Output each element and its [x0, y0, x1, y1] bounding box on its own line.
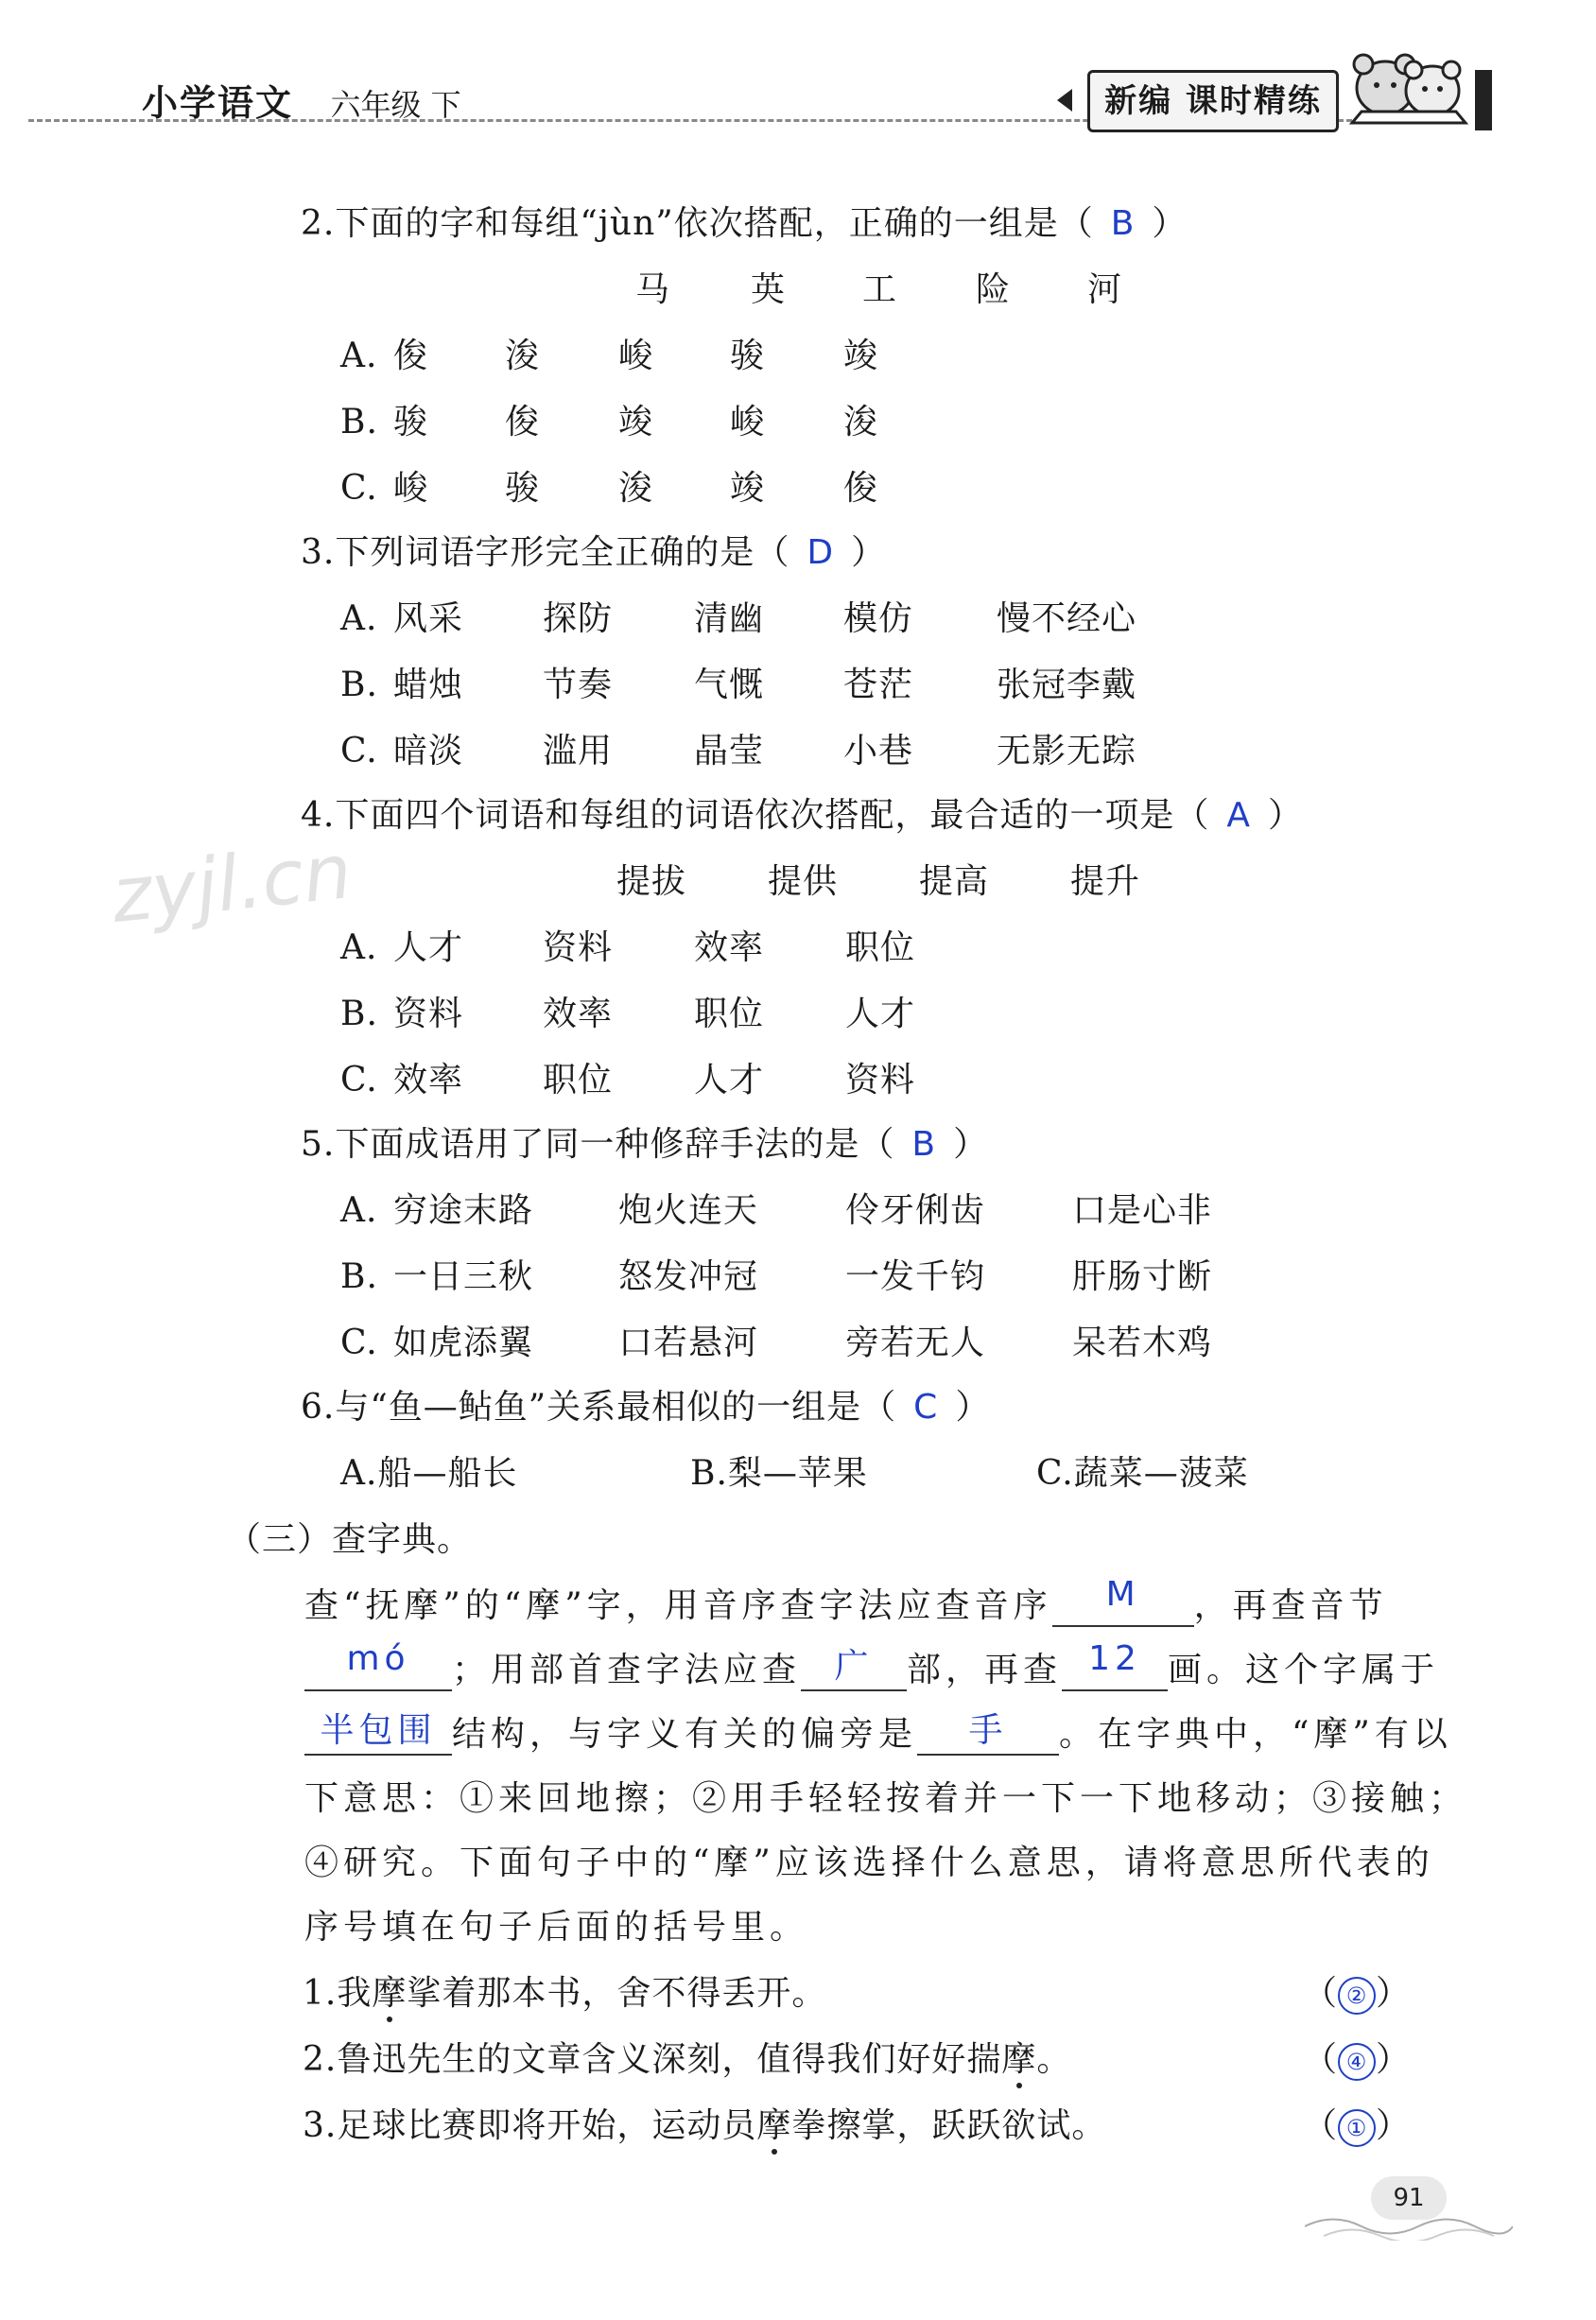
q5-option-a: A. 穷途末路 炮火连天 伶牙俐齿 口是心非	[340, 1191, 1213, 1230]
section3-line3: 半包围 结构，与字义有关的偏旁是 手 。在字典中，“摩”有以	[304, 1707, 1452, 1756]
q3-option-c: C. 暗淡 滥用 晶莹 小巷 无影无踪	[340, 732, 1137, 770]
q4-option-c: C. 效率 职位 人才 资料	[340, 1061, 916, 1099]
section3-line6: 序号填在句子后面的括号里。	[304, 1908, 809, 1947]
watermark: zyjl.cn	[107, 826, 356, 941]
section3-line4: 下意思：①来回地擦；②用手轻轻按着并一下一下地移动；③接触；	[304, 1779, 1468, 1818]
sentence-item: 2.鲁迅先生的文章含义深刻，值得我们好好揣摩。	[303, 2040, 1072, 2079]
emphasis-char: 摩	[1001, 2040, 1037, 2079]
q2-word: 英	[751, 270, 787, 309]
blank-hua[interactable]: 12	[1062, 1651, 1168, 1691]
q4-option-b: B. 资料 效率 职位 人才	[340, 995, 916, 1033]
subject-label: 小学语文	[142, 82, 294, 124]
arrow-icon	[1057, 89, 1072, 112]
q6-option-c: C.蔬菜—菠菜	[1036, 1454, 1249, 1493]
sentence-answer: ①	[1338, 2109, 1376, 2147]
blank-yinxu[interactable]: M	[1052, 1586, 1194, 1627]
q6-title: 6.与“鱼—鲇鱼”关系最相似的一组是（ C ）	[301, 1388, 991, 1427]
q6-options	[340, 1446, 1249, 1495]
header-title	[142, 74, 461, 126]
blank-jiegou[interactable]: 半包围	[304, 1715, 452, 1756]
q2-answer: B	[1110, 204, 1136, 243]
emphasis-char: 摩	[372, 1974, 408, 2013]
section3-line1: 查“抚摩”的“摩”字，用音序查字法应查音序 M ，再查音节	[304, 1575, 1388, 1625]
q4-word: 提供	[768, 862, 839, 901]
q4-option-a: A. 人才 资料 效率 职位	[340, 928, 916, 967]
section3-line2: mó ；用部首查字法应查 广 部，再查 12 画。这个字属于	[304, 1643, 1439, 1691]
sentence-item: 1.我摩挲着那本书，舍不得丢开。	[303, 1974, 827, 2013]
q2-word: 险	[976, 270, 1012, 309]
sentence-answer: ②	[1338, 1977, 1376, 2015]
q5-title: 5.下面成语用了同一种修辞手法的是（ B ）	[301, 1125, 989, 1164]
grade-label: 六年级 下	[330, 87, 461, 123]
q3-title: 3.下列词语字形完全正确的是（ D ）	[301, 533, 887, 572]
q2-word-row	[635, 263, 1122, 311]
q5-answer: B	[911, 1125, 937, 1164]
book-spine-icon	[1475, 70, 1492, 130]
q4-answer: A	[1226, 796, 1251, 835]
q2-option-b: B. 骏 俊 竣 峻 浚	[340, 403, 879, 441]
sentence-item: 3.足球比赛即将开始，运动员摩拳擦掌，跃跃欲试。	[303, 2106, 1107, 2145]
blank-yinjie[interactable]: mó	[304, 1651, 452, 1691]
q2-word: 河	[1087, 270, 1123, 309]
q4-word-row	[616, 855, 1140, 903]
q2-word: 工	[862, 270, 898, 309]
q4-word: 提升	[1070, 862, 1141, 901]
answer-paren: （ ① ）	[1303, 2106, 1412, 2145]
section3-heading: （三）查字典。	[227, 1520, 473, 1559]
q6-answer: C	[913, 1388, 939, 1427]
blank-bushou[interactable]: 广	[801, 1651, 907, 1691]
q3-option-b: B. 蜡烛 节奏 气慨 苍茫 张冠李戴	[340, 666, 1137, 704]
blank-pangbu[interactable]: 手	[917, 1715, 1059, 1756]
q2-word: 马	[635, 270, 671, 309]
sentence-answer: ④	[1338, 2043, 1376, 2081]
answer-paren: （ ② ）	[1303, 1974, 1412, 2013]
q6-option-a: A.船—船长	[340, 1454, 518, 1493]
q3-option-a: A. 风采 探防 清幽 模仿 慢不经心	[340, 599, 1137, 638]
emphasis-char: 摩	[756, 2106, 792, 2145]
brand-label: 新编 课时精练	[1087, 70, 1339, 132]
page-number: 91	[1371, 2176, 1447, 2220]
q5-option-c: C. 如虎添翼 口若悬河 旁若无人 呆若木鸡	[340, 1324, 1213, 1362]
answer-paren: （ ④ ）	[1303, 2040, 1412, 2079]
q2-title: 2.下面的字和每组“jùn”依次搭配，正确的一组是（ B ）	[301, 204, 1188, 243]
q4-word: 提拔	[616, 862, 687, 901]
q5-option-b: B. 一日三秋 怒发冲冠 一发千钧 肝肠寸断	[340, 1257, 1213, 1296]
q2-option-c: C. 峻 骏 浚 竣 俊	[340, 469, 879, 508]
q4-title: 4.下面四个词语和每组的词语依次搭配，最合适的一项是（ A ）	[301, 796, 1304, 835]
wave-decoration-icon	[1305, 2212, 1513, 2241]
q2-option-a: A. 俊 浚 峻 骏 竣	[340, 337, 879, 375]
bear-mascot-icon	[1343, 36, 1475, 130]
q4-word: 提高	[919, 862, 990, 901]
brand-banner	[1087, 70, 1503, 132]
q6-option-b: B.梨—苹果	[690, 1454, 868, 1493]
q3-answer: D	[807, 533, 835, 572]
section3-line5: ④研究。下面句子中的“摩”应该选择什么意思，请将意思所代表的	[304, 1844, 1434, 1882]
